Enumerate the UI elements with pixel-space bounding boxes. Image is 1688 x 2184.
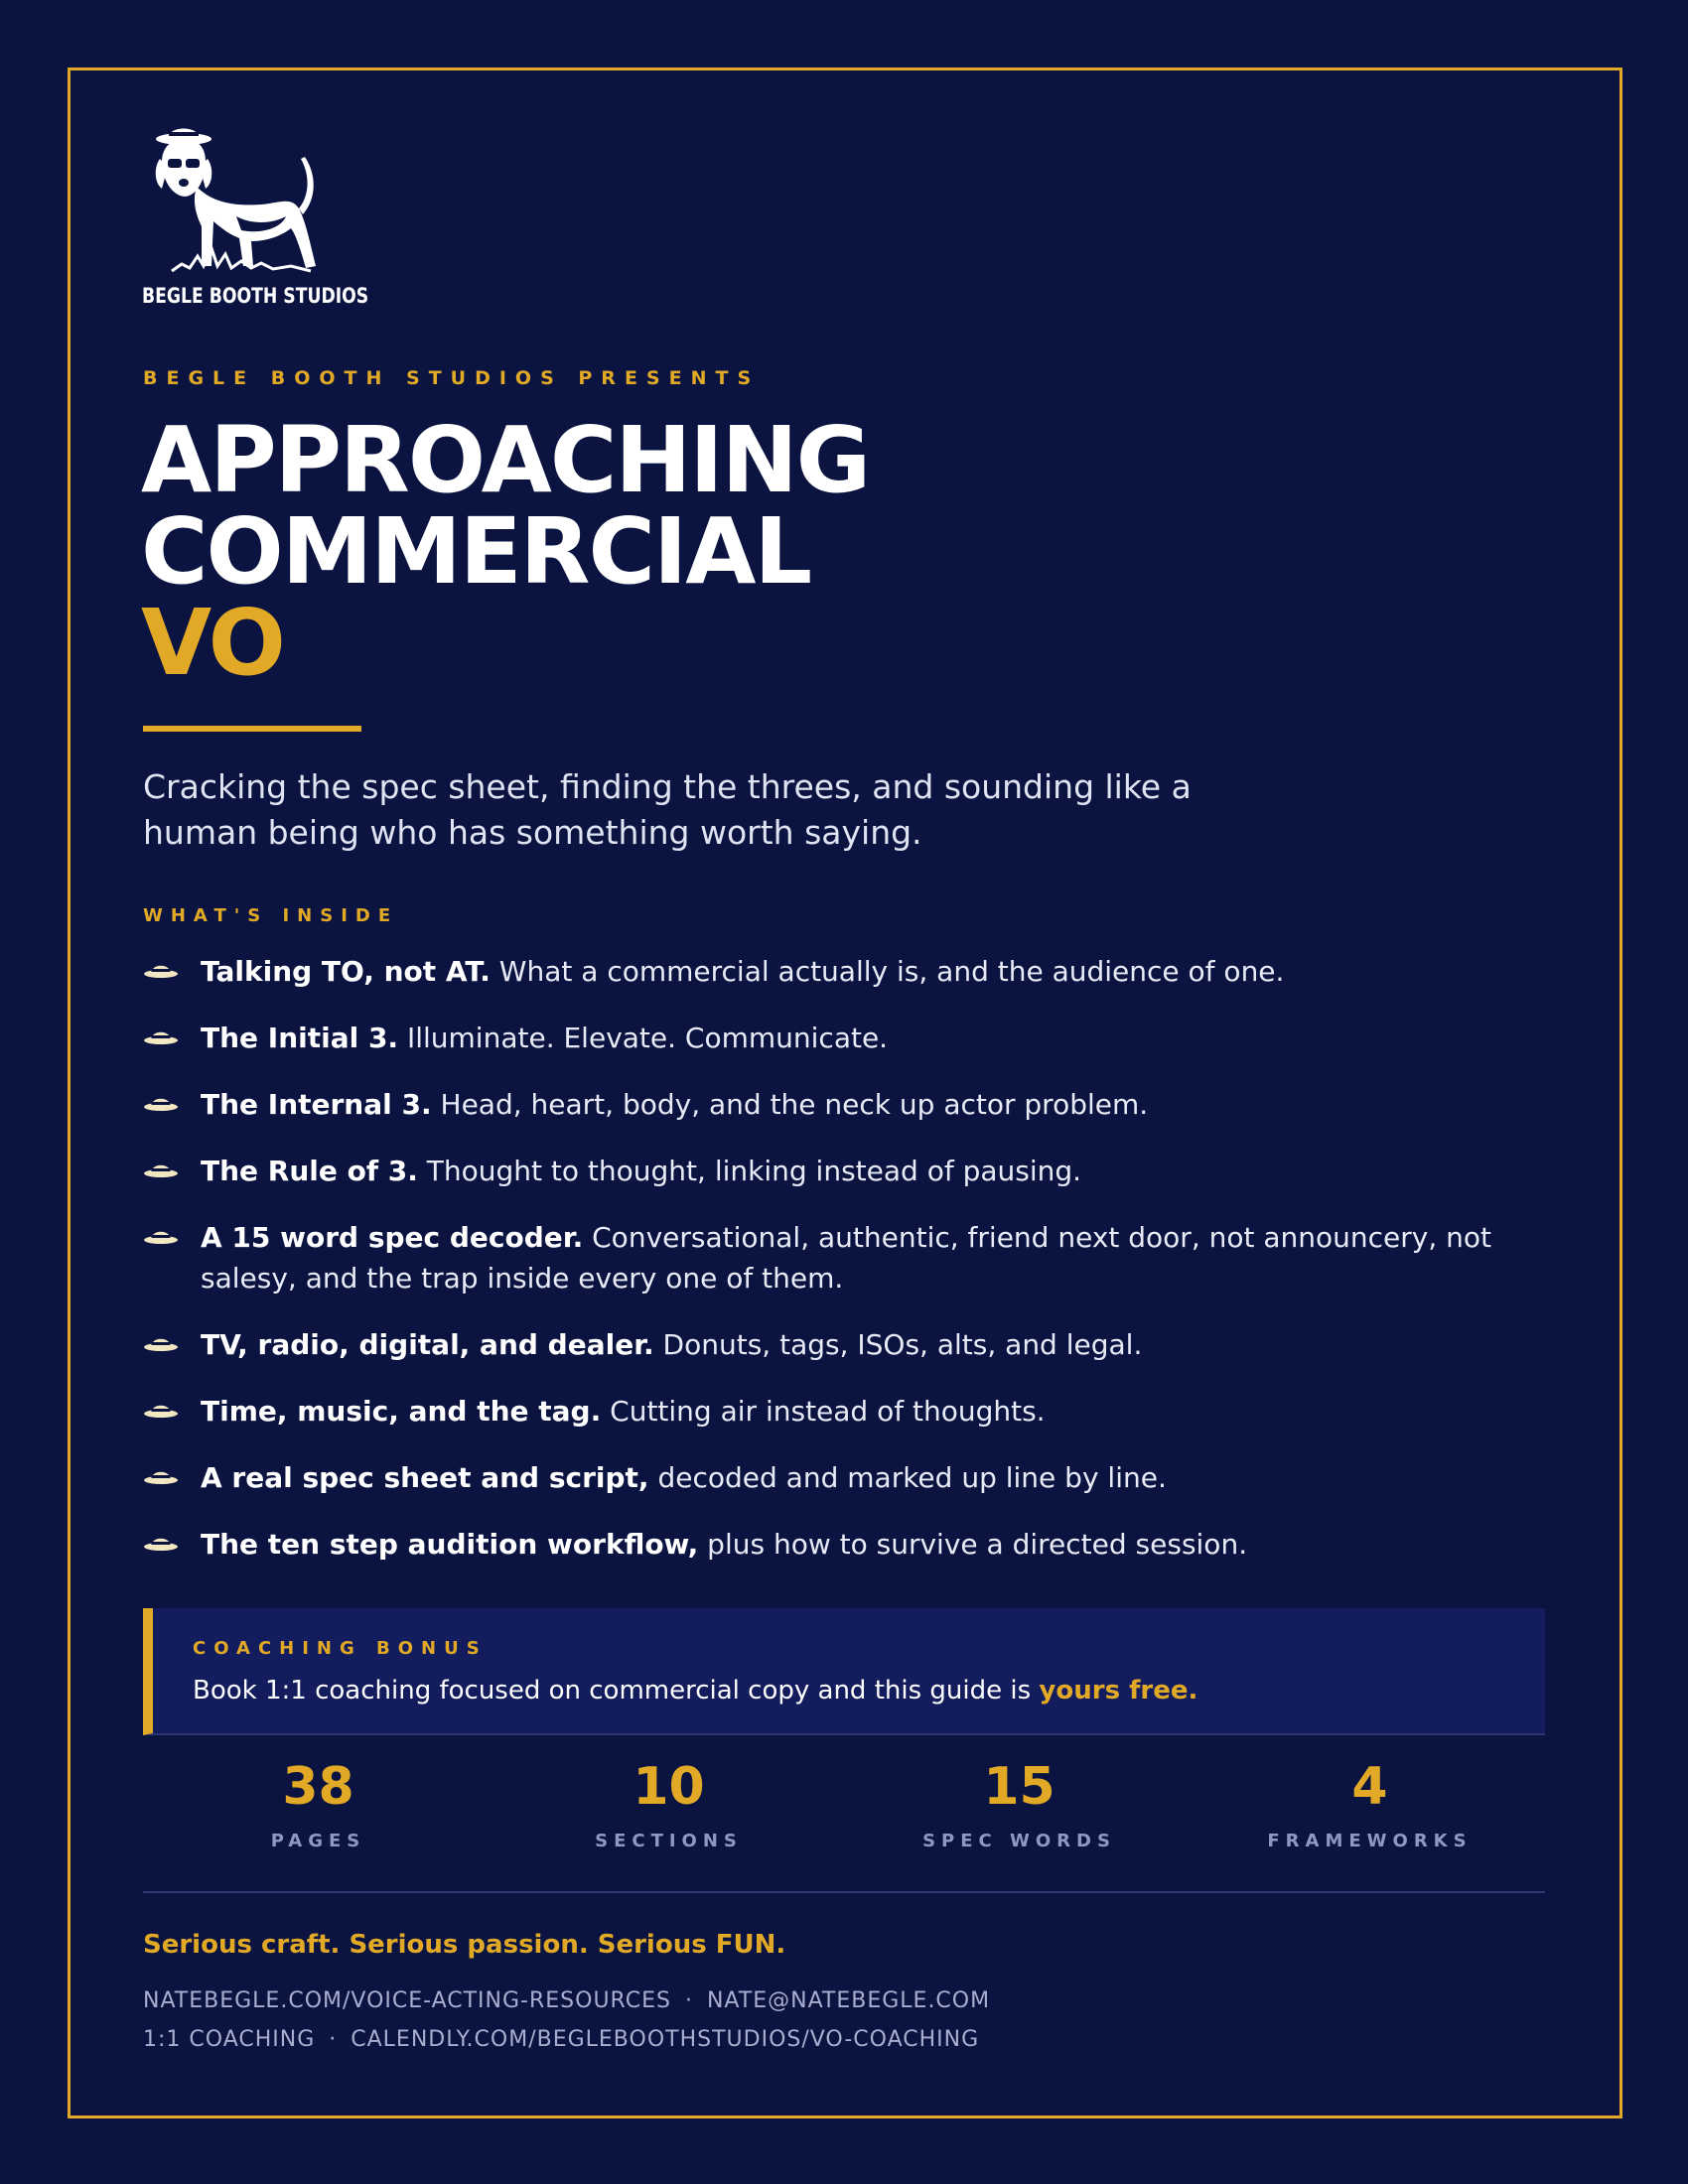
list-item: A 15 word spec decoder. Conversational, authentic, friend next door, not announcery, not salesy, and the trap inside every one of them. xyxy=(143,1217,1553,1298)
stat-spec-words: 15 SPEC WORDS xyxy=(922,1757,1116,1851)
coaching-bonus-heading: COACHING BONUS xyxy=(193,1638,488,1659)
title-line-1: APPROACHING xyxy=(141,407,870,513)
whats-inside-heading: WHAT'S INSIDE xyxy=(143,905,399,926)
list-item: TV, radio, digital, and dealer. Donuts, tags, ISOs, alts, and legal. xyxy=(143,1324,1553,1365)
contact-line-2: 1:1 COACHING · CALENDLY.COM/BEGLEBOOTHSTUDIOS/VO-COACHING xyxy=(143,2027,980,2052)
tagline: Serious craft. Serious passion. Serious FUN. xyxy=(143,1930,786,1960)
email-link[interactable]: NATE@NATEBEGLE.COM xyxy=(706,1988,991,2013)
contents-list xyxy=(143,951,1553,1590)
hat-icon xyxy=(143,1225,179,1247)
title-line-2: COMMERCIAL xyxy=(141,498,811,605)
hat-icon xyxy=(143,959,179,981)
stat-sections: 10 SECTIONS xyxy=(595,1757,743,1851)
list-item: Time, music, and the tag. Cutting air instead of thoughts. xyxy=(143,1391,1553,1432)
hat-icon xyxy=(143,1025,179,1047)
presents-label: BEGLE BOOTH STUDIOS PRESENTS xyxy=(143,367,761,389)
page-title xyxy=(141,407,870,696)
subtitle: Cracking the spec sheet, finding the threes, and sounding like a human being who has something worth saying. xyxy=(143,767,1192,852)
list-item: The Initial 3. Illuminate. Elevate. Communicate. xyxy=(143,1018,1553,1058)
hat-icon xyxy=(143,1532,179,1554)
stat-frameworks: 4 FRAMEWORKS xyxy=(1267,1757,1473,1851)
hat-icon xyxy=(143,1465,179,1487)
list-item: Talking TO, not AT. What a commercial actually is, and the audience of one. xyxy=(143,951,1553,992)
coaching-bonus-text: Book 1:1 coaching focused on commercial copy and this guide is yours free. xyxy=(193,1676,1198,1706)
contact-line-1: NATEBEGLE.COM/VOICE-ACTING-RESOURCES · NATE@NATEBEGLE.COM xyxy=(143,1988,991,2013)
stat-pages: 38 PAGES xyxy=(270,1757,366,1851)
hat-icon xyxy=(143,1159,179,1180)
resources-link[interactable]: NATEBEGLE.COM/VOICE-ACTING-RESOURCES xyxy=(143,1988,671,2013)
hat-icon xyxy=(143,1399,179,1421)
coaching-bonus-highlight: yours free. xyxy=(1039,1676,1198,1706)
coaching-label: 1:1 COACHING xyxy=(143,2027,316,2052)
list-item: The ten step audition workflow, plus how to survive a directed session. xyxy=(143,1524,1553,1565)
title-line-3: VO xyxy=(141,590,284,696)
list-item: The Internal 3. Head, heart, body, and the neck up actor problem. xyxy=(143,1084,1553,1125)
logo-text: BEGLE BOOTH STUDIOS xyxy=(142,284,369,308)
divider xyxy=(143,1891,1545,1893)
accent-rule xyxy=(143,726,361,732)
beagle-with-hat-icon xyxy=(142,117,360,281)
hat-icon xyxy=(143,1332,179,1354)
list-item: The Rule of 3. Thought to thought, linking instead of pausing. xyxy=(143,1151,1553,1191)
stats-row xyxy=(143,1757,1545,1856)
logo xyxy=(142,117,369,316)
calendly-link[interactable]: CALENDLY.COM/BEGLEBOOTHSTUDIOS/VO-COACHING xyxy=(351,2027,980,2052)
coaching-bonus-panel xyxy=(143,1608,1545,1735)
list-item: A real spec sheet and script, decoded and marked up line by line. xyxy=(143,1457,1553,1498)
hat-icon xyxy=(143,1092,179,1114)
